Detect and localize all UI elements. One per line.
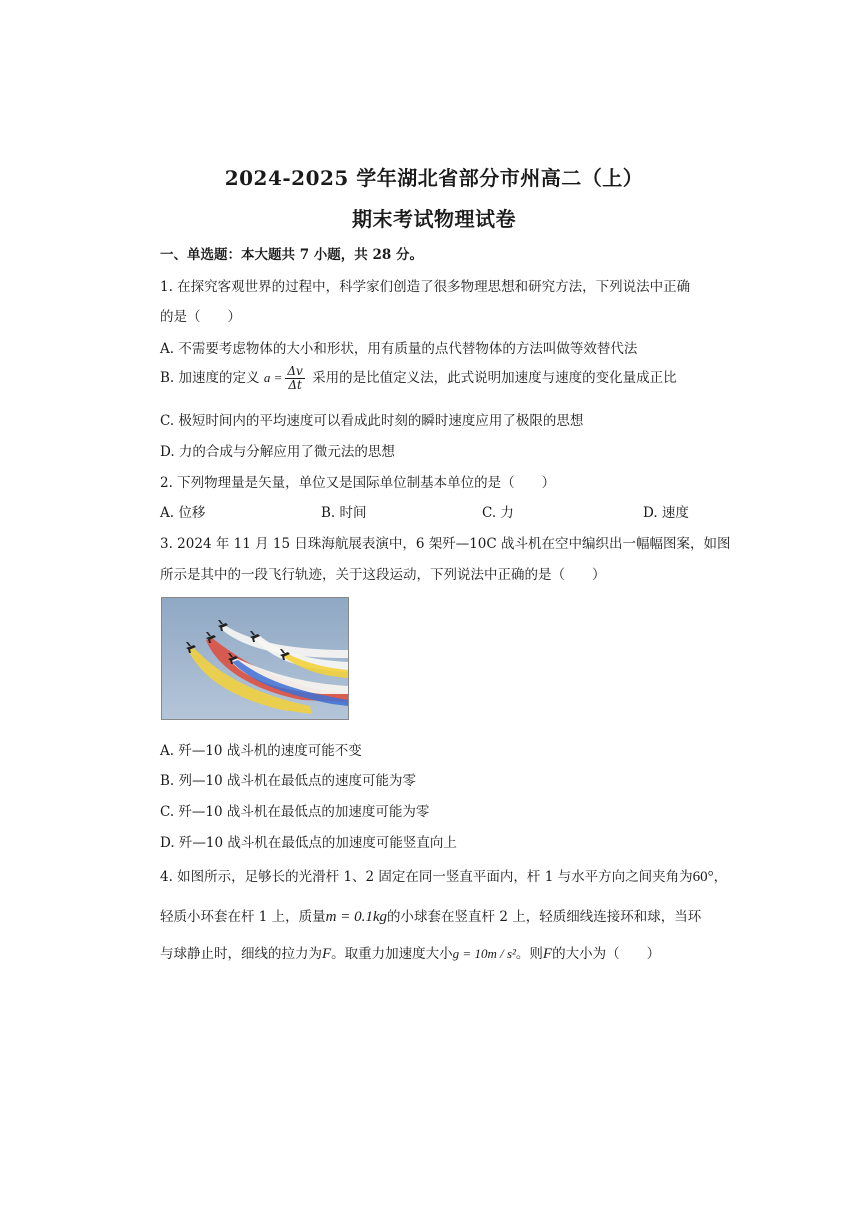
- q2-option-d: D. 速度: [643, 505, 689, 521]
- q4-gravity: g = 10m / s²: [452, 946, 516, 961]
- q4-angle: 60°: [692, 869, 714, 885]
- formula-fraction: [285, 365, 304, 392]
- q1-option-b-prefix: B. 加速度的定义: [160, 370, 260, 386]
- q4-force-symbol: F: [322, 946, 332, 962]
- q1-option-a: A. 不需要考虑物体的大小和形状，用有质量的点代替物体的方法叫做等效替代法: [160, 341, 638, 357]
- q3-stem-line1: 3. 2024 年 11 月 15 日珠海航展表演中，6 架歼—10C 战斗机在空中编织出一幅幅图案，如图: [160, 536, 731, 552]
- q4-line1-text-b: ，: [713, 869, 728, 885]
- formula-numerator: Δv: [287, 364, 303, 378]
- q1-stem-line1: 1. 在探究客观世界的过程中，科学家们创造了很多物理思想和研究方法，下列说法中正确: [160, 279, 691, 295]
- formula-denominator: Δt: [288, 378, 302, 392]
- q4-stem-line2: [160, 905, 701, 926]
- q3-option-b: B. 列—10 战斗机在最低点的速度可能为零: [160, 773, 416, 789]
- formula-lhs: a =: [263, 370, 283, 385]
- q1-stem-line2: 的是（ ）: [160, 309, 241, 325]
- q3-option-a: A. 歼—10 战斗机的速度可能不变: [160, 743, 362, 759]
- exam-title-line1: 2024-2025 学年湖北省部分市州高二（上）: [224, 166, 644, 190]
- q2-option-c: C. 力: [482, 505, 514, 521]
- q4-stem-line3: [160, 942, 660, 963]
- exam-title-line2: 期末考试物理试卷: [352, 207, 516, 231]
- q4-force-symbol-2: F: [542, 946, 553, 962]
- airshow-photo-graphic: [162, 598, 348, 719]
- q4-line2-text-a: 轻质小环套在杆 1 上，质量: [160, 909, 326, 925]
- airshow-photo: [161, 597, 349, 720]
- q1-option-b-suffix: 采用的是比值定义法，此式说明加速度与速度的变化量成正比: [312, 370, 677, 386]
- q4-line1-text-a: 4. 如图所示，足够长的光滑杆 1、2 固定在同一竖直平面内，杆 1 与水平方向之间夹角为: [160, 869, 693, 885]
- q2-stem: 2. 下列物理量是矢量，单位又是国际单位制基本单位的是（ ）: [160, 475, 556, 491]
- q3-option-d: D. 歼—10 战斗机在最低点的加速度可能竖直向上: [160, 835, 457, 851]
- q4-mass: m = 0.1kg: [325, 909, 388, 925]
- q4-line2-text-b: 的小球套在竖直杆 2 上，轻质细线连接环和球，当环: [387, 909, 702, 925]
- q4-line3-text-d: 的大小为（ ）: [552, 946, 661, 962]
- q3-option-c: C. 歼—10 战斗机在最低点的加速度可能为零: [160, 804, 430, 820]
- q1-option-d: D. 力的合成与分解应用了微元法的思想: [160, 444, 395, 460]
- q2-option-a: A. 位移: [160, 505, 206, 521]
- q4-line3-text-b: 。取重力加速度大小: [331, 946, 453, 962]
- section-heading: 一、单选题：本大题共 7 小题，共 28 分。: [160, 247, 423, 263]
- q4-stem-line1: [160, 865, 727, 886]
- q2-option-b: B. 时间: [321, 505, 367, 521]
- q4-line3-text-a: 与球静止时，细线的拉力为: [160, 946, 322, 962]
- q1-option-c: C. 极短时间内的平均速度可以看成此时刻的瞬时速度应用了极限的思想: [160, 413, 584, 429]
- q3-stem-line2: 所示是其中的一段飞行轨迹，关于这段运动，下列说法中正确的是（ ）: [160, 567, 606, 583]
- q4-line3-text-c: 。则: [515, 946, 543, 962]
- q1-option-b: [160, 365, 677, 392]
